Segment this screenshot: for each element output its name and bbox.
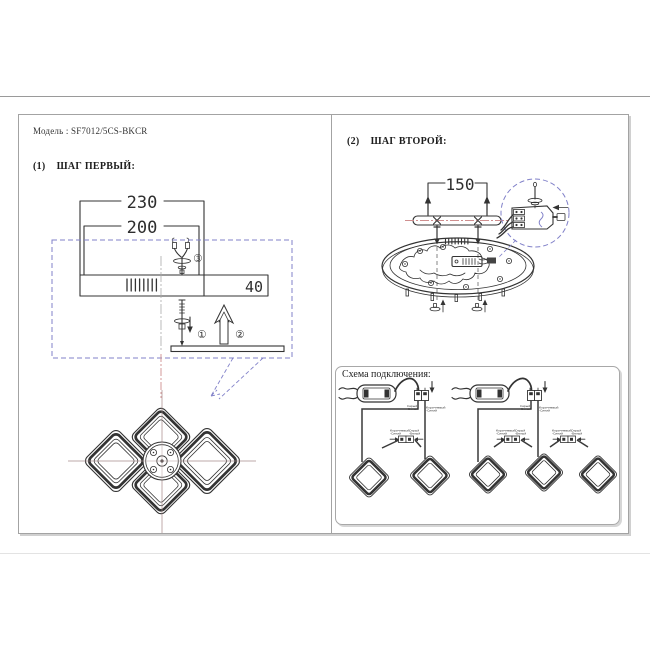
led-module xyxy=(348,457,390,499)
wire-label: Серый xyxy=(407,404,418,408)
wiring-channel xyxy=(399,245,489,284)
led-module xyxy=(578,455,618,495)
wire-label: Коричневый xyxy=(426,405,446,410)
crosshair-overlay xyxy=(68,390,256,533)
driver-1-cable xyxy=(395,378,419,391)
dim-230-label: 230 xyxy=(126,193,158,213)
wire-label: -Синий xyxy=(552,431,563,436)
step2-title: ШАГ ВТОРОЙ: xyxy=(370,136,447,147)
wire-label: Серый xyxy=(571,428,582,433)
vent-slots xyxy=(127,279,156,291)
led-module xyxy=(468,455,508,495)
wire-label: -Синий xyxy=(426,408,437,413)
wire-label: -Белый xyxy=(409,431,421,436)
wire-label: Коричневый xyxy=(390,428,410,433)
led-module xyxy=(409,455,451,497)
wire-label: Коричневый xyxy=(539,405,559,410)
mounting-screw xyxy=(175,300,190,346)
dim-200-label: 200 xyxy=(126,218,158,238)
led-driver-2 xyxy=(452,385,509,402)
ceiling-plate xyxy=(171,346,284,352)
step1-title: ШАГ ПЕРВЫЙ: xyxy=(56,161,136,172)
ceiling-base-assembly-drawing xyxy=(382,175,569,312)
bolts-up xyxy=(425,196,490,215)
wire-label: Серый xyxy=(409,428,420,433)
wire-terminal-assembly xyxy=(172,238,190,275)
wire-label: -Синий xyxy=(390,431,401,436)
dim-150-label: 150 xyxy=(445,175,475,194)
wire-label: -Синий xyxy=(496,431,507,436)
wire-label: Серый xyxy=(520,404,531,408)
terminal-block-detail xyxy=(497,182,568,238)
wire-label: Серый xyxy=(515,428,526,433)
wiring-squiggle xyxy=(420,270,465,276)
wire-label: Коричневый xyxy=(496,428,516,433)
wire-label: -Белый xyxy=(515,431,527,436)
led-module xyxy=(524,453,564,493)
wire-label: -Синий xyxy=(539,408,550,413)
chandelier-front-view xyxy=(68,390,256,533)
detail-pointer-tail xyxy=(211,358,263,399)
base-driver-box xyxy=(452,257,482,267)
step1-number: (1) xyxy=(33,161,46,172)
dim-40-label: 40 xyxy=(244,278,264,296)
wire-label: Коричневый xyxy=(552,428,572,433)
wire-label: -Белый xyxy=(407,407,419,412)
wire-label: -Белый xyxy=(520,407,532,412)
model-label: Модель : SF7012/5CS-BKCR xyxy=(33,126,148,136)
schema-title: Схема подключения: xyxy=(342,369,431,380)
led-driver-1 xyxy=(339,385,396,402)
lift-up-arrow xyxy=(215,305,233,344)
callout-2: ② xyxy=(235,329,245,341)
mounting-bracket-section-drawing xyxy=(52,193,292,399)
driver-2-cable xyxy=(508,378,532,391)
callout-1: ① xyxy=(197,329,207,341)
step2-number: (2) xyxy=(347,136,360,147)
detail-selection-rect xyxy=(52,240,292,358)
nuts xyxy=(430,300,488,313)
connection-schema xyxy=(339,378,618,498)
wiring-group-1 xyxy=(339,378,451,498)
wire-label: -Белый xyxy=(571,431,583,436)
callout-3: ③ xyxy=(193,253,203,265)
wiring-group-2 xyxy=(452,378,618,494)
